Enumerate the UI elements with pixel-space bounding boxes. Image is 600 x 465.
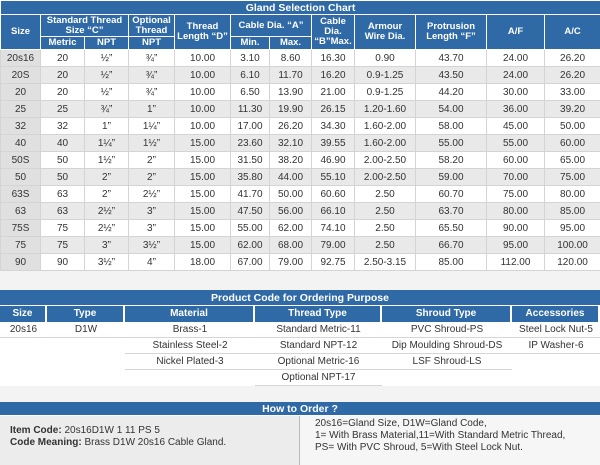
cell-optional-npt: 2” (129, 169, 175, 186)
cell-af: 30.00 (487, 84, 545, 101)
table-row (1, 135, 600, 152)
cell-ac: 26.20 (545, 50, 600, 67)
cell-af: 75.00 (487, 186, 545, 203)
cell-af: 112.00 (487, 254, 545, 271)
cell-optional-npt: ¾” (129, 67, 175, 84)
table-row (1, 152, 600, 169)
product-material-cell: Stainless Steel-2 (125, 338, 255, 354)
header-metric: Metric (41, 37, 85, 50)
cell-ac: 75.00 (545, 169, 600, 186)
product-code-header-row (0, 306, 600, 322)
cell-npt: 1” (85, 118, 129, 135)
cell-af: 24.00 (487, 67, 545, 84)
cell-cable-max: 79.00 (270, 254, 312, 271)
cell-thread-length: 15.00 (175, 169, 231, 186)
header-standard-thread: Standard Thread Size “C” (41, 15, 129, 37)
cell-npt: 2½” (85, 220, 129, 237)
cell-metric: 32 (41, 118, 85, 135)
cell-protrusion: 66.70 (416, 237, 487, 254)
cell-optional-npt: 1” (129, 101, 175, 118)
cell-cable-max: 62.00 (270, 220, 312, 237)
product-accessories-cell: IP Washer-6 (512, 338, 600, 354)
cell-size: 90 (1, 254, 41, 271)
cell-npt: ¾” (85, 101, 129, 118)
cell-metric: 63 (41, 203, 85, 220)
product-material-cell: Brass-1 (125, 322, 255, 338)
cell-thread-length: 15.00 (175, 237, 231, 254)
product-code-section (0, 290, 600, 386)
cell-cable-b-max: 66.10 (312, 203, 355, 220)
cell-metric: 50 (41, 169, 85, 186)
cell-thread-length: 10.00 (175, 118, 231, 135)
cell-ac: 33.00 (545, 84, 600, 101)
cell-cable-max: 44.00 (270, 169, 312, 186)
cell-metric: 20 (41, 84, 85, 101)
cell-optional-npt: 2” (129, 152, 175, 169)
cell-cable-min: 55.00 (231, 220, 270, 237)
product-shroud-type-cell: PVC Shroud-PS (382, 322, 512, 338)
cell-cable-max: 32.10 (270, 135, 312, 152)
gland-chart-title: Gland Selection Chart (1, 1, 600, 15)
cell-cable-min: 23.60 (231, 135, 270, 152)
cell-size: 32 (1, 118, 41, 135)
cell-ac: 39.20 (545, 101, 600, 118)
cell-cable-b-max: 60.60 (312, 186, 355, 203)
product-size-cell: 20s16 (0, 322, 47, 338)
cell-metric: 50 (41, 152, 85, 169)
product-header-material: Material (125, 306, 255, 322)
cell-optional-npt: 1¼” (129, 118, 175, 135)
product-code-row (0, 322, 600, 338)
cell-armour-wire: 0.9-1.25 (355, 84, 416, 101)
cell-size: 20s16 (1, 50, 41, 67)
product-header-type: Type (47, 306, 125, 322)
cell-af: 55.00 (487, 135, 545, 152)
cell-npt: ½” (85, 67, 129, 84)
table-row (1, 254, 600, 271)
explanation-line: 1= With Brass Material,11=With Standard Metric Thread, (315, 430, 566, 441)
product-type-cell (47, 338, 125, 354)
cell-protrusion: 55.00 (416, 135, 487, 152)
header-cable-dia-b: Cable Dia. “B”Max. (312, 15, 355, 50)
cell-ac: 85.00 (545, 203, 600, 220)
cell-armour-wire: 1.60-2.00 (355, 118, 416, 135)
cell-npt: 2½” (85, 203, 129, 220)
cell-protrusion: 58.00 (416, 118, 487, 135)
cell-cable-min: 6.50 (231, 84, 270, 101)
item-code-label: Item Code: (10, 425, 62, 436)
table-row (1, 237, 600, 254)
item-code-line (10, 425, 299, 437)
header-optional-thread: Optional Thread (129, 15, 175, 37)
cell-optional-npt: 3” (129, 220, 175, 237)
explanation-line: PS= With PVC Shroud, 5=With Steel Lock Nut. (315, 442, 523, 453)
cell-optional-npt: 3½” (129, 237, 175, 254)
cell-cable-min: 31.50 (231, 152, 270, 169)
cell-protrusion: 65.50 (416, 220, 487, 237)
cell-cable-min: 67.00 (231, 254, 270, 271)
cell-cable-min: 17.00 (231, 118, 270, 135)
cell-thread-length: 18.00 (175, 254, 231, 271)
cell-size: 75 (1, 237, 41, 254)
cell-size: 63 (1, 203, 41, 220)
product-code-row (0, 370, 600, 386)
cell-cable-min: 62.00 (231, 237, 270, 254)
header-armour-wire: Armour Wire Dia. (355, 15, 416, 50)
cell-armour-wire: 0.90 (355, 50, 416, 67)
cell-optional-npt: 2½” (129, 186, 175, 203)
cell-ac: 60.00 (545, 135, 600, 152)
cell-cable-max: 8.60 (270, 50, 312, 67)
cell-thread-length: 10.00 (175, 67, 231, 84)
product-size-cell (0, 354, 47, 370)
cell-optional-npt: 4” (129, 254, 175, 271)
cell-thread-length: 15.00 (175, 203, 231, 220)
cell-af: 45.00 (487, 118, 545, 135)
product-thread-type-cell: Optional Metric-16 (255, 354, 382, 370)
product-size-cell (0, 370, 47, 386)
product-shroud-type-cell: Dip Moulding Shroud-DS (382, 338, 512, 354)
product-shroud-type-cell: LSF Shroud-LS (382, 354, 512, 370)
product-code-row (0, 354, 600, 370)
table-row (1, 220, 600, 237)
cell-armour-wire: 0.9-1.25 (355, 67, 416, 84)
cell-metric: 75 (41, 220, 85, 237)
product-accessories-cell (512, 370, 600, 386)
cell-cable-b-max: 34.30 (312, 118, 355, 135)
cell-armour-wire: 2.00-2.50 (355, 152, 416, 169)
cell-cable-min: 47.50 (231, 203, 270, 220)
code-explanation (301, 416, 600, 465)
cell-protrusion: 54.00 (416, 101, 487, 118)
cell-protrusion: 63.70 (416, 203, 487, 220)
cell-cable-b-max: 92.75 (312, 254, 355, 271)
item-code-value: 20s16D1W 1 11 PS 5 (64, 425, 160, 436)
cell-cable-max: 11.70 (270, 67, 312, 84)
cell-size: 50 (1, 169, 41, 186)
product-material-cell: Nickel Plated-3 (125, 354, 255, 370)
product-code-body (0, 322, 600, 386)
explanation-line: 20s16=Gland Size, D1W=Gland Code, (315, 418, 487, 429)
header-optional-npt: NPT (129, 37, 175, 50)
order-example (0, 416, 300, 465)
cell-npt: 1¼” (85, 135, 129, 152)
cell-metric: 63 (41, 186, 85, 203)
product-code-title: Product Code for Ordering Purpose (0, 290, 600, 306)
cell-ac: 50.00 (545, 118, 600, 135)
product-thread-type-cell: Standard Metric-11 (255, 322, 382, 338)
cell-ac: 100.00 (545, 237, 600, 254)
cell-metric: 20 (41, 50, 85, 67)
cell-npt: 2” (85, 169, 129, 186)
cell-af: 24.00 (487, 50, 545, 67)
cell-npt: ½” (85, 84, 129, 101)
cell-cable-max: 19.90 (270, 101, 312, 118)
cell-protrusion: 43.50 (416, 67, 487, 84)
cell-cable-max: 68.00 (270, 237, 312, 254)
header-npt: NPT (85, 37, 129, 50)
header-ac: A/C (545, 15, 600, 50)
cell-cable-b-max: 26.15 (312, 101, 355, 118)
cell-optional-npt: ¾” (129, 50, 175, 67)
cell-cable-min: 41.70 (231, 186, 270, 203)
product-thread-type-cell: Standard NPT-12 (255, 338, 382, 354)
cell-thread-length: 15.00 (175, 135, 231, 152)
code-meaning-value: Brass D1W 20s16 Cable Gland. (84, 437, 227, 448)
cell-protrusion: 43.70 (416, 50, 487, 67)
cell-npt: ½” (85, 50, 129, 67)
cell-size: 20S (1, 67, 41, 84)
cell-cable-max: 26.20 (270, 118, 312, 135)
cell-cable-max: 56.00 (270, 203, 312, 220)
cell-af: 80.00 (487, 203, 545, 220)
cell-optional-npt: 1½” (129, 135, 175, 152)
cell-cable-b-max: 21.00 (312, 84, 355, 101)
code-meaning-label: Code Meaning: (10, 437, 82, 448)
cell-cable-min: 6.10 (231, 67, 270, 84)
product-size-cell (0, 338, 47, 354)
code-meaning-line (10, 437, 299, 449)
cell-metric: 75 (41, 237, 85, 254)
table-row (1, 50, 600, 67)
cell-cable-b-max: 39.55 (312, 135, 355, 152)
cell-thread-length: 15.00 (175, 152, 231, 169)
product-material-cell (125, 370, 255, 386)
cell-cable-b-max: 55.10 (312, 169, 355, 186)
cell-thread-length: 10.00 (175, 101, 231, 118)
cell-thread-length: 15.00 (175, 186, 231, 203)
product-type-cell (47, 370, 125, 386)
cell-metric: 20 (41, 67, 85, 84)
cell-thread-length: 10.00 (175, 84, 231, 101)
cell-size: 50S (1, 152, 41, 169)
cell-size: 63S (1, 186, 41, 203)
product-header-thread-type: Thread Type (255, 306, 382, 322)
cell-size: 20 (1, 84, 41, 101)
cell-metric: 40 (41, 135, 85, 152)
header-protrusion: Protrusion Length “F” (416, 15, 487, 50)
cell-size: 25 (1, 101, 41, 118)
product-header-shroud-type: Shroud Type (382, 306, 512, 322)
cell-cable-max: 50.00 (270, 186, 312, 203)
how-to-order-title: How to Order ? (0, 402, 600, 416)
cell-ac: 120.00 (545, 254, 600, 271)
cell-armour-wire: 2.50 (355, 186, 416, 203)
cell-armour-wire: 1.20-1.60 (355, 101, 416, 118)
header-max: Max. (270, 37, 312, 50)
cell-metric: 90 (41, 254, 85, 271)
table-row (1, 203, 600, 220)
cell-armour-wire: 1.60-2.00 (355, 135, 416, 152)
product-header-accessories: Accessories (512, 306, 600, 322)
how-to-order-section (0, 402, 600, 465)
cell-size: 40 (1, 135, 41, 152)
cell-cable-b-max: 16.20 (312, 67, 355, 84)
cell-cable-min: 11.30 (231, 101, 270, 118)
cell-protrusion: 58.20 (416, 152, 487, 169)
product-header-size: Size (0, 306, 47, 322)
cell-af: 36.00 (487, 101, 545, 118)
product-code-row (0, 338, 600, 354)
cell-ac: 26.20 (545, 67, 600, 84)
cell-npt: 3” (85, 237, 129, 254)
cell-cable-max: 13.90 (270, 84, 312, 101)
product-type-cell: D1W (47, 322, 125, 338)
cell-cable-b-max: 74.10 (312, 220, 355, 237)
table-row (1, 118, 600, 135)
cell-af: 95.00 (487, 237, 545, 254)
cell-armour-wire: 2.50 (355, 203, 416, 220)
cell-protrusion: 44.20 (416, 84, 487, 101)
cell-cable-b-max: 46.90 (312, 152, 355, 169)
table-row (1, 67, 600, 84)
cell-armour-wire: 2.50 (355, 220, 416, 237)
table-row (1, 84, 600, 101)
cell-cable-min: 3.10 (231, 50, 270, 67)
cell-optional-npt: 3” (129, 203, 175, 220)
cell-af: 70.00 (487, 169, 545, 186)
table-row (1, 186, 600, 203)
cell-armour-wire: 2.50 (355, 237, 416, 254)
cell-npt: 3½” (85, 254, 129, 271)
cell-af: 90.00 (487, 220, 545, 237)
cell-af: 60.00 (487, 152, 545, 169)
cell-protrusion: 60.70 (416, 186, 487, 203)
cell-ac: 65.00 (545, 152, 600, 169)
product-type-cell (47, 354, 125, 370)
header-size: Size (1, 15, 41, 50)
cell-size: 75S (1, 220, 41, 237)
product-thread-type-cell: Optional NPT-17 (255, 370, 382, 386)
cell-cable-b-max: 79.00 (312, 237, 355, 254)
cell-armour-wire: 2.50-3.15 (355, 254, 416, 271)
cell-cable-max: 38.20 (270, 152, 312, 169)
header-cable-dia-a: Cable Dia. “A” (231, 15, 312, 37)
cell-ac: 95.00 (545, 220, 600, 237)
header-thread-length: Thread Length “D” (175, 15, 231, 50)
cell-armour-wire: 2.00-2.50 (355, 169, 416, 186)
cell-thread-length: 15.00 (175, 220, 231, 237)
cell-cable-min: 35.80 (231, 169, 270, 186)
cell-protrusion: 59.00 (416, 169, 487, 186)
cell-protrusion: 85.00 (416, 254, 487, 271)
product-accessories-cell: Steel Lock Nut-5 (512, 322, 600, 338)
table-row (1, 101, 600, 118)
header-min: Min. (231, 37, 270, 50)
cell-metric: 25 (41, 101, 85, 118)
cell-npt: 1½” (85, 152, 129, 169)
product-shroud-type-cell (382, 370, 512, 386)
cell-ac: 80.00 (545, 186, 600, 203)
header-af: A/F (487, 15, 545, 50)
cell-npt: 2” (85, 186, 129, 203)
cell-thread-length: 10.00 (175, 50, 231, 67)
table-row (1, 169, 600, 186)
cell-optional-npt: ¾” (129, 84, 175, 101)
product-accessories-cell (512, 354, 600, 370)
cell-cable-b-max: 16.30 (312, 50, 355, 67)
